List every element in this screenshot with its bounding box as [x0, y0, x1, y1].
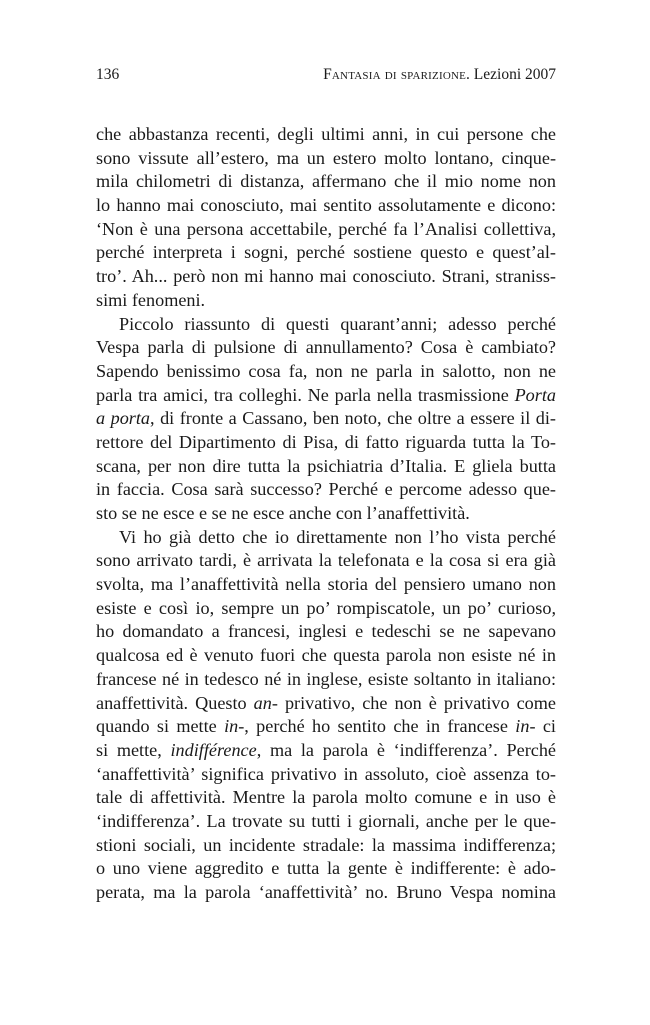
text-segment: Piccolo riassunto di questi quarant’anni; adesso perché: [119, 313, 556, 334]
running-title: [323, 64, 556, 86]
text-segment: ‘indifferenza’. La trovate su tutti i giornali, anche per le que-: [96, 810, 556, 831]
text-segment: , ma la parola è ‘indifferenza’. Perché: [256, 739, 556, 760]
text-segment: ‘anaffettività’ significa privativo in assoluto, cioè assenza to-: [96, 763, 556, 784]
page-number: 136: [96, 66, 120, 83]
text-segment: lo hanno mai conosciuto, mai sentito assolutamente e dicono:: [96, 195, 556, 216]
text-line: [96, 834, 556, 858]
paragraph-3: [96, 526, 556, 905]
text-segment: Vi ho già detto che io direttamente non l’ho vista perché: [119, 526, 556, 547]
text-line: [96, 147, 556, 171]
text-segment: , perché ho sentito che in francese: [244, 716, 516, 737]
text-line: [96, 715, 556, 739]
italic-text: a porta: [96, 408, 151, 429]
text-line: [96, 857, 556, 881]
text-line: [96, 597, 556, 621]
text-line: [96, 455, 556, 479]
text-line: [96, 170, 556, 194]
text-line: [96, 881, 556, 905]
text-line: [96, 289, 556, 313]
italic-text: indifférence: [170, 739, 257, 760]
text-segment: Vespa parla di pulsione di annullamento? Cosa è cambiato?: [96, 337, 556, 358]
text-segment: che abbastanza recenti, degli ultimi anni, in cui persone che: [96, 124, 556, 144]
text-segment: francese né in tedesco né in inglese, esiste soltanto in italiano:: [96, 668, 556, 689]
text-line: [96, 786, 556, 810]
text-line: [96, 739, 556, 763]
italic-text: an-: [253, 692, 278, 713]
running-head: [96, 64, 556, 86]
text-line: [96, 360, 556, 384]
text-line: [96, 526, 556, 550]
text-line: [96, 123, 556, 147]
text-segment: qualcosa ed è venuto fuori che questa parola non esiste né in: [96, 645, 556, 666]
text-line: [96, 620, 556, 644]
text-segment: simi fenomeni.: [96, 289, 206, 310]
italic-text: in-: [515, 716, 536, 737]
text-segment: scana, per non dire tutta la psichiatria d’Italia. E gliela butta: [96, 455, 556, 476]
running-title-smallcaps: Fantasia di sparizione: [323, 66, 467, 83]
text-line: [96, 265, 556, 289]
text-segment: sto se ne esce e se ne esce anche con l’anaffettività.: [96, 503, 470, 523]
text-segment: Sapendo benissimo cosa fa, non ne parla in salotto, non ne: [96, 360, 556, 381]
text-segment: ho domandato a francesi, inglesi e tedeschi se ne sapevano: [96, 621, 556, 642]
text-line: [96, 194, 556, 218]
text-line: [96, 431, 556, 455]
body-text: [96, 123, 556, 905]
text-line: [96, 336, 556, 360]
text-line: [96, 502, 556, 526]
text-segment: ‘Non è una persona accettabile, perché fa l’Analisi collettiva,: [96, 218, 556, 239]
text-line: [96, 810, 556, 834]
text-line: [96, 763, 556, 787]
text-segment: parla tra amici, tra colleghi. Ne parla nella trasmissione: [96, 384, 515, 405]
text-line: [96, 313, 556, 337]
text-segment: , di fronte a Cassano, ben noto, che oltre a essere il di-: [150, 408, 556, 429]
italic-text: in-: [224, 716, 245, 737]
text-segment: rettore del Dipartimento di Pisa, di fatto riguarda tutta la To-: [96, 431, 556, 452]
text-segment: perché interpreta i sogni, perché sostiene questo e quest’al-: [96, 242, 556, 263]
running-title-rest: . Lezioni 2007: [466, 66, 556, 83]
text-segment: sono vissute all’estero, ma un estero molto lontano, cinque-: [96, 147, 556, 168]
text-segment: o uno viene aggredito e tutta la gente è indifferente: è ado-: [96, 858, 556, 879]
text-segment: perata, ma la parola ‘anaffettività’ no. Bruno Vespa nomina: [96, 882, 556, 902]
paragraph-1: [96, 123, 556, 313]
text-line: [96, 692, 556, 716]
text-segment: svolta, ma l’anaffettività nella storia del pensiero umano non: [96, 574, 556, 595]
text-segment: tro’. Ah... però non mi hanno mai conosciuto. Strani, straniss-: [96, 266, 556, 287]
text-segment: mila chilometri di distanza, affermano che il mio nome non: [96, 171, 556, 192]
text-segment: quando si mette: [96, 716, 225, 737]
text-segment: stioni sociali, un incidente stradale: la massima indifferenza;: [96, 834, 556, 855]
text-segment: in faccia. Cosa sarà successo? Perché e percome adesso que-: [96, 479, 556, 500]
text-line: [96, 668, 556, 692]
text-line: [96, 573, 556, 597]
text-line: [96, 549, 556, 573]
text-line: [96, 478, 556, 502]
text-segment: sono arrivato tardi, è arrivata la telefonata e la cosa si era già: [96, 550, 556, 571]
text-segment: ci: [535, 716, 556, 737]
text-line: [96, 218, 556, 242]
paragraph-2: [96, 313, 556, 526]
text-segment: tale di affettività. Mentre la parola molto comune e in uso è: [96, 787, 556, 808]
italic-text: Porta: [514, 384, 556, 405]
text-segment: anaffettività. Questo: [96, 692, 254, 713]
text-segment: esiste e così io, sempre un po’ rompiscatole, un po’ curioso,: [96, 597, 556, 618]
text-line: [96, 644, 556, 668]
text-line: [96, 384, 556, 408]
text-line: [96, 407, 556, 431]
text-segment: si mette,: [96, 739, 171, 760]
text-segment: privativo, che non è privativo come: [277, 692, 556, 713]
text-line: [96, 241, 556, 265]
